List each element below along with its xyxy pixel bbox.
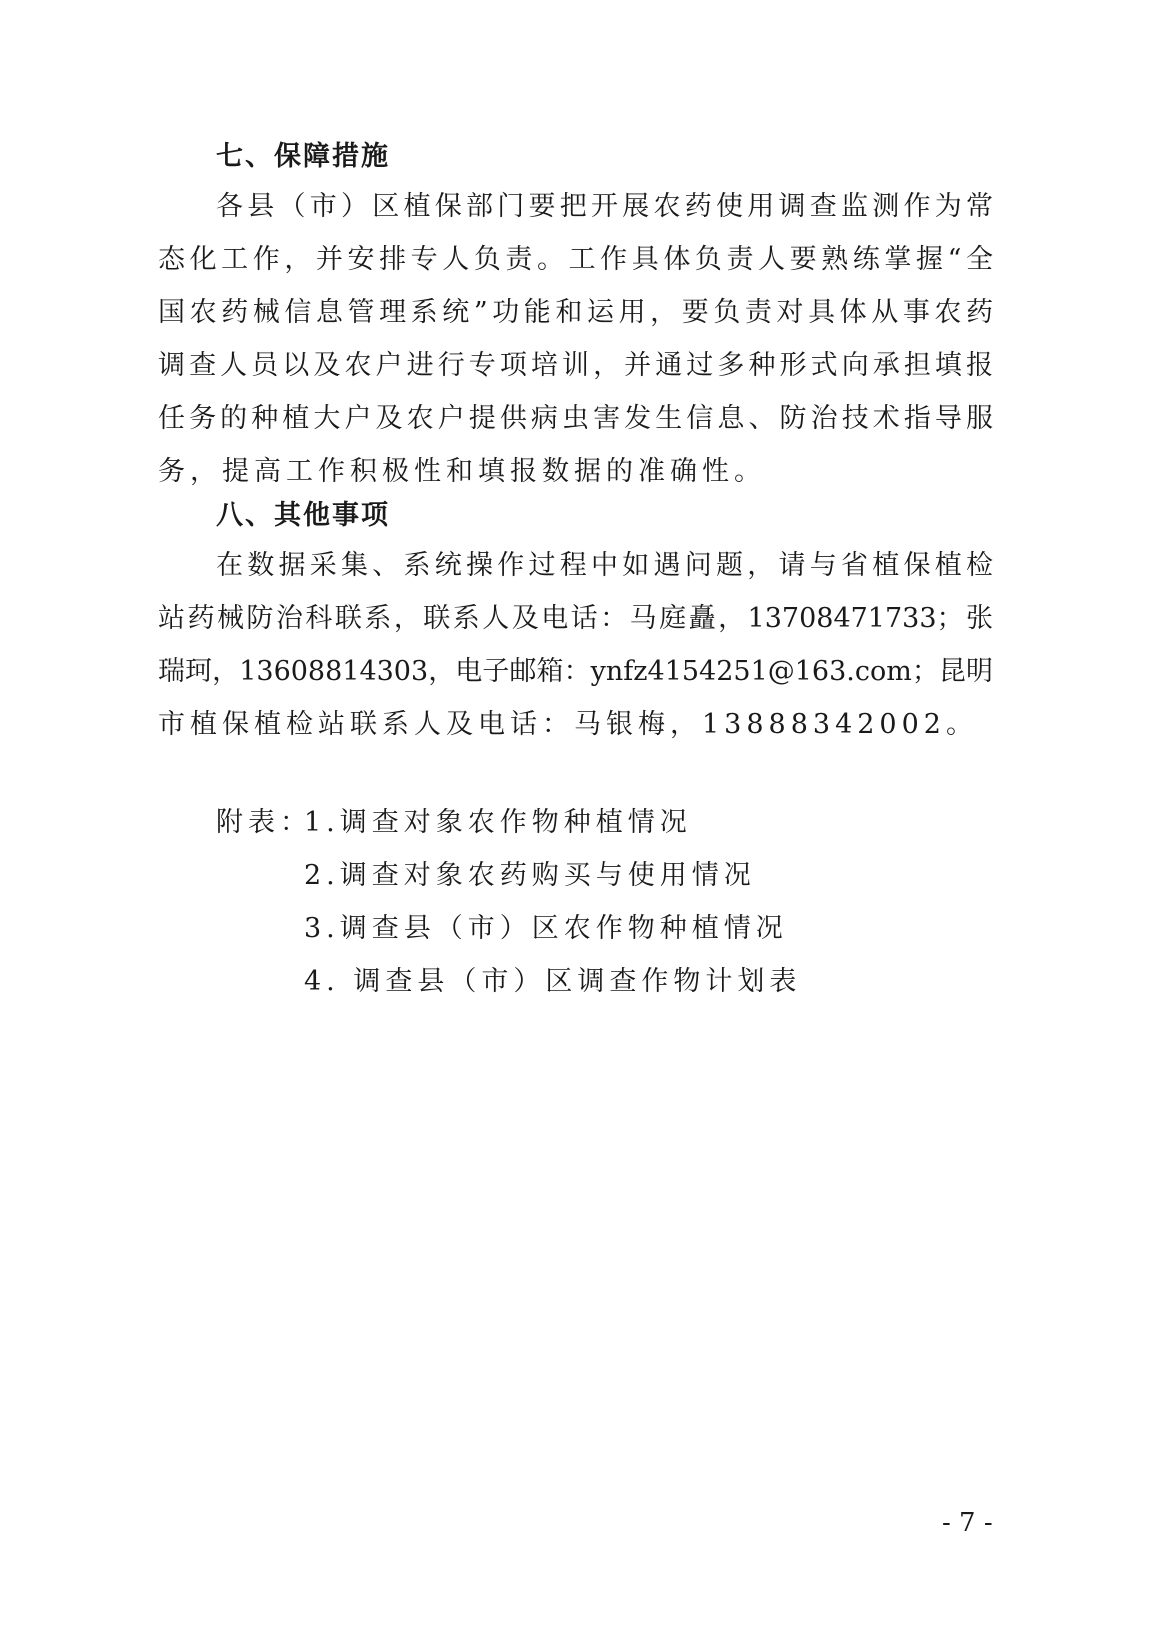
appendix-label: 附表： <box>216 807 312 838</box>
section-8-line-4: 市植保植检站联系人及电话：马银梅，13888342002。 <box>158 709 978 740</box>
section-8-line-1: 在数据采集、系统操作过程中如遇问题，请与省植保植检 <box>216 550 993 581</box>
section-8-heading: 八、其他事项 <box>216 500 390 531</box>
section-7-line-1: 各县（市）区植保部门要把开展农药使用调查监测作为常 <box>216 191 993 222</box>
appendix-item-1: 1.调查对象农作物种植情况 <box>304 807 692 838</box>
section-7-line-3: 国农药械信息管理系统”功能和运用，要负责对具体从事农药 <box>158 297 993 328</box>
section-7-heading: 七、保障措施 <box>216 141 390 172</box>
section-7-line-6: 务，提高工作积极性和填报数据的准确性。 <box>158 456 766 487</box>
page-number: - 7 - <box>942 1508 993 1538</box>
section-7-line-4: 调查人员以及农户进行专项培训，并通过多种形式向承担填报 <box>158 350 993 381</box>
appendix-item-4: 4. 调查县（市）区调查作物计划表 <box>304 966 802 997</box>
appendix-item-2: 2.调查对象农药购买与使用情况 <box>304 860 756 891</box>
section-7-line-2: 态化工作，并安排专人负责。工作具体负责人要熟练掌握“全 <box>158 244 993 275</box>
section-8-line-3: 瑞珂，13608814303，电子邮箱：ynfz4154251@163.com；昆明 <box>158 656 993 687</box>
section-8-line-2: 站药械防治科联系，联系人及电话：马庭矗，13708471733；张 <box>158 603 993 634</box>
appendix-item-3: 3.调查县（市）区农作物种植情况 <box>304 913 788 944</box>
section-7-line-5: 任务的种植大户及农户提供病虫害发生信息、防治技术指导服 <box>158 403 993 434</box>
